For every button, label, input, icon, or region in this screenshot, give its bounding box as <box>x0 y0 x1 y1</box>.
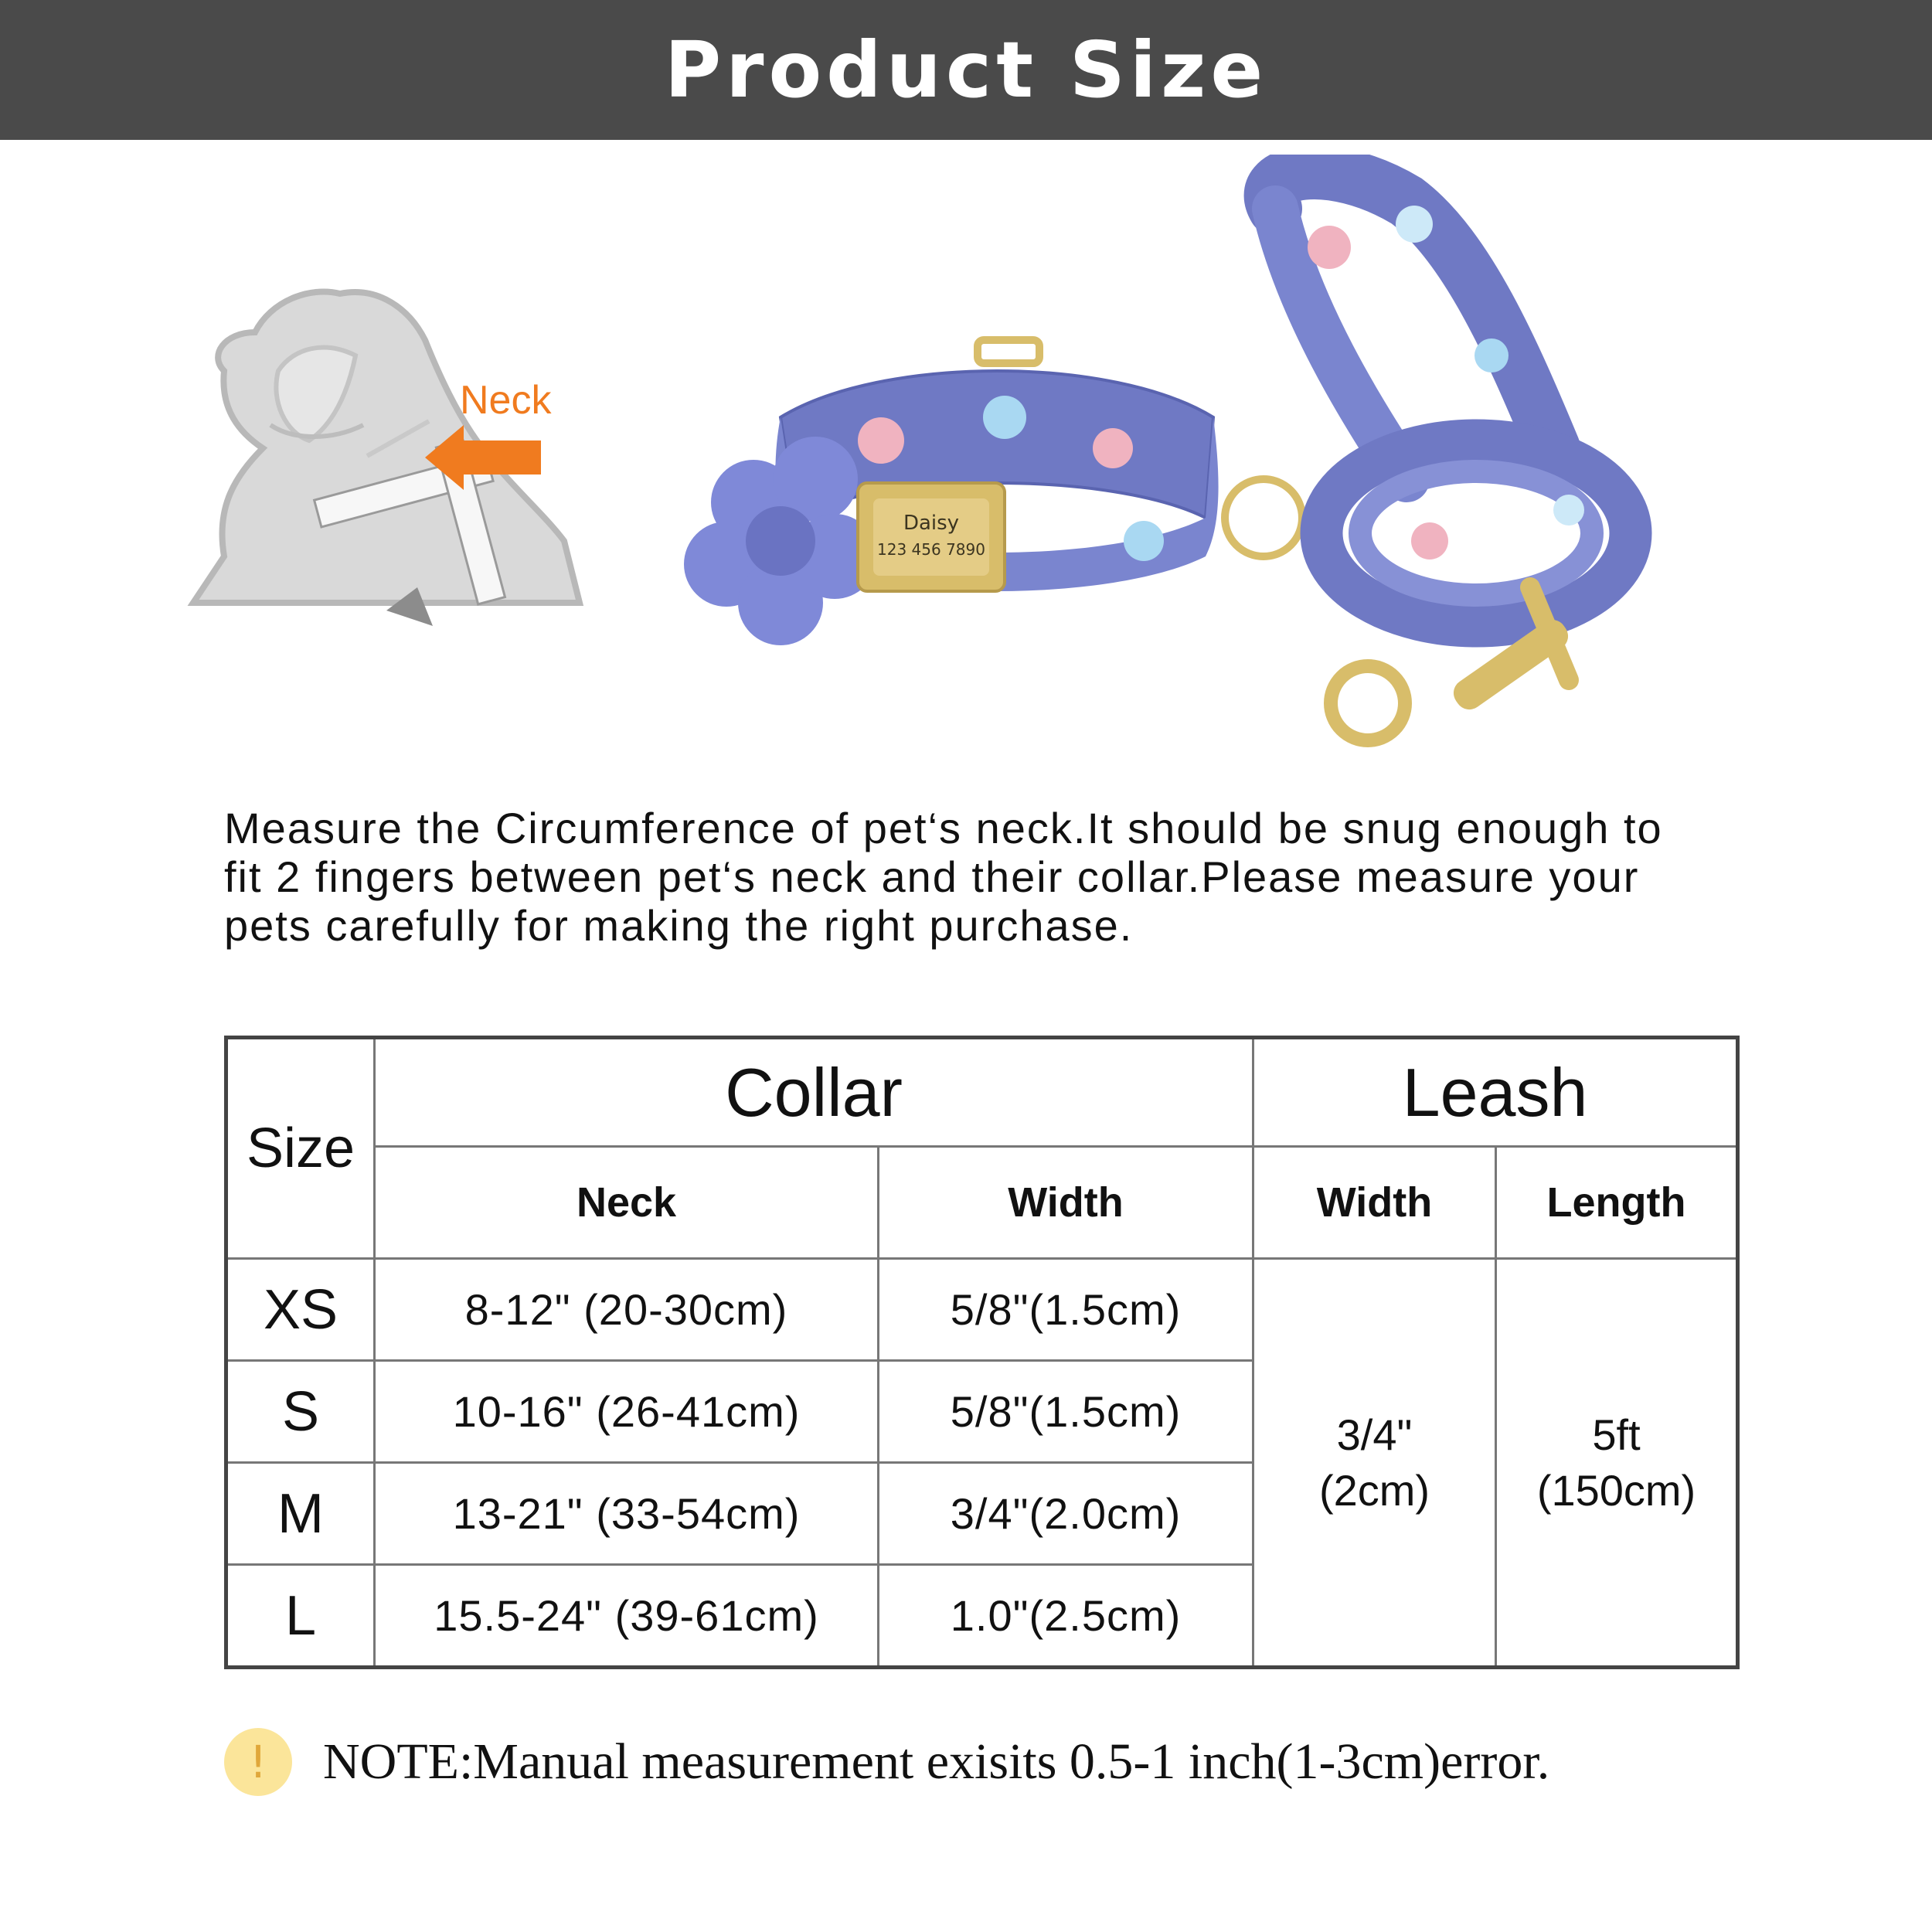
width-cell: 3/4"(2.0cm) <box>879 1463 1253 1565</box>
collar-width-subheader: Width <box>879 1147 1253 1259</box>
dog-neck-illustration <box>178 278 626 711</box>
leash-width-value: 3/4" <box>1336 1410 1413 1459</box>
note <box>224 1727 1770 1797</box>
page-title: Product Size <box>664 25 1268 115</box>
instructions-line-1: Measure the Circumference of pet‘s neck.It should be snug enough to <box>224 804 1663 852</box>
exclamation-icon: ! <box>224 1728 292 1796</box>
leash-header: Leash <box>1253 1038 1738 1147</box>
neck-cell: 10-16" (26-41cm) <box>375 1361 879 1463</box>
measurement-instructions <box>224 804 1770 950</box>
leash-width-cell <box>1253 1259 1496 1668</box>
instructions-line-3: pets carefully for making the right purchase. <box>224 901 1134 950</box>
leash-width-metric: (2cm) <box>1318 1465 1430 1515</box>
tag-phone: 123 456 7890 <box>877 540 985 559</box>
leash-length-metric: (150cm) <box>1536 1465 1696 1515</box>
width-cell: 5/8"(1.5cm) <box>879 1259 1253 1361</box>
leash-length-cell <box>1496 1259 1738 1668</box>
collar-header: Collar <box>375 1038 1253 1147</box>
leash-width-subheader: Width <box>1253 1147 1496 1259</box>
size-cell: M <box>226 1463 375 1565</box>
size-cell: XS <box>226 1259 375 1361</box>
length-subheader: Length <box>1496 1147 1738 1259</box>
buckle-icon <box>858 483 1005 591</box>
size-table <box>224 1036 1740 1669</box>
neck-cell: 8-12" (20-30cm) <box>375 1259 879 1361</box>
width-cell: 5/8"(1.5cm) <box>879 1361 1253 1463</box>
tag-name: Daisy <box>903 512 960 535</box>
size-cell: S <box>226 1361 375 1463</box>
neck-label: Neck <box>460 378 552 423</box>
instructions-line-2: fit 2 fingers between pet‘s neck and their collar.Please measure your <box>224 852 1640 901</box>
size-cell: L <box>226 1565 375 1668</box>
neck-subheader: Neck <box>375 1147 879 1259</box>
table-row <box>226 1259 1738 1361</box>
note-text: NOTE:Manual measurement exisits 0.5-1 inch(1-3cm)error. <box>323 1733 1550 1790</box>
flower-decoration <box>684 437 877 645</box>
size-header: Size <box>226 1038 375 1259</box>
collar-illustration <box>680 325 1329 757</box>
header-bar <box>0 0 1932 140</box>
width-cell: 1.0"(2.5cm) <box>879 1565 1253 1668</box>
neck-cell: 13-21" (33-54cm) <box>375 1463 879 1565</box>
leash-length-value: 5ft <box>1592 1410 1641 1459</box>
leash-illustration <box>1236 155 1716 757</box>
neck-cell: 15.5-24" (39-61cm) <box>375 1565 879 1668</box>
